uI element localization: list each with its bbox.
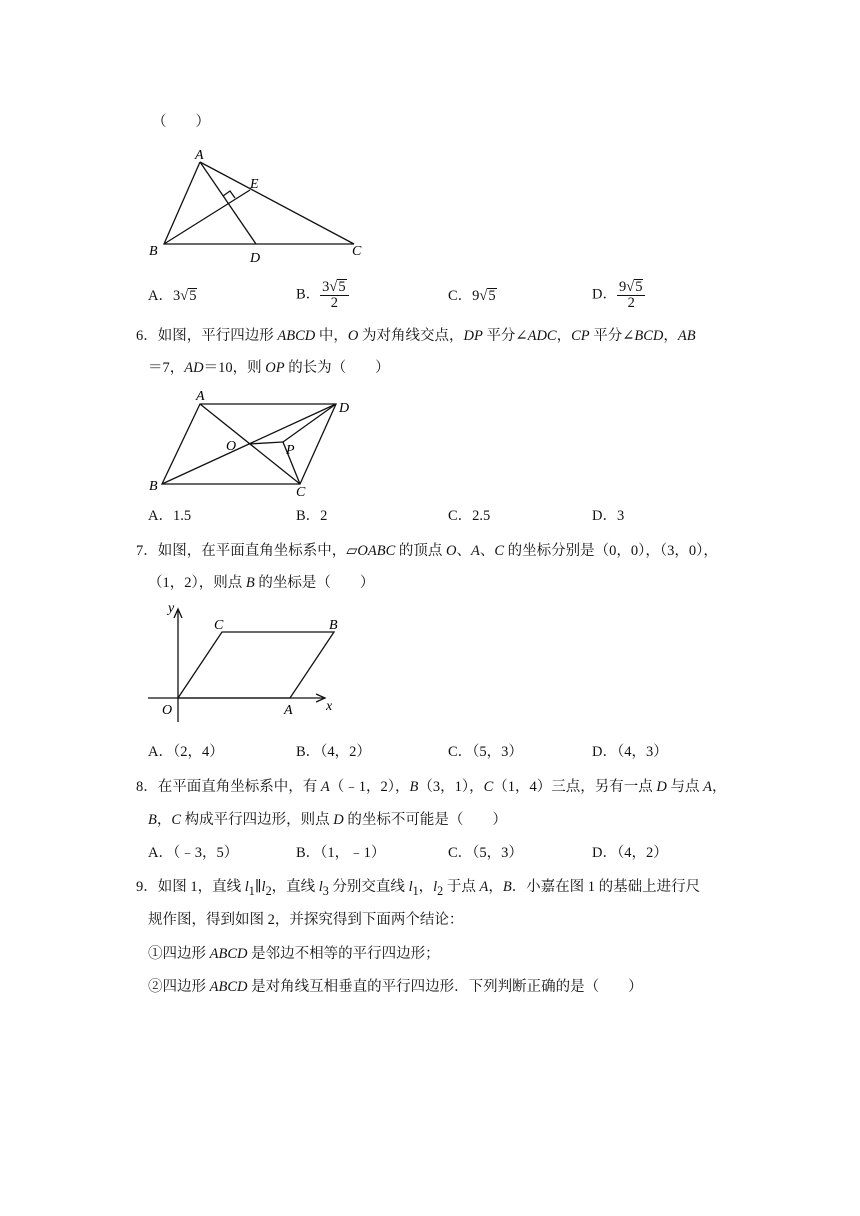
q8-option-c: C．（5，3） [448,845,523,861]
q7-stem-line2: （1，2），则点 B 的坐标是（ ） [148,575,375,591]
q7-label-a: A [284,703,293,718]
q6-label-a: A [196,389,205,404]
q8-option-b: B．（1，﹣1） [296,845,386,861]
q8-stem-line1: 8．在平面直角坐标系中，有 A（﹣1，2），B（3，1），C（1，4）三点，另有一点 D 与点 A， [136,779,727,795]
q7-label-y: y [168,601,175,616]
q6-option-c: C．2.5 [448,508,491,524]
q5-option-d: D． $\frac{9√5}{2}$ [592,279,645,311]
q5-label-d: D [250,251,261,266]
q7-option-b: B．（4，2） [296,744,371,760]
q7-label-b: B [329,618,338,633]
q9-conclusion-2: ②四边形 ABCD 是对角线互相垂直的平行四边形．下列判断正确的是（ ） [148,979,643,995]
q5-triangle-figure [140,140,380,270]
q5-option-b: B． $\frac{3√5}{2}$ [296,279,349,311]
q5-answer-paren: （ ） [152,114,210,130]
q7-option-a: A．（2，4） [148,744,224,760]
q6-parallelogram-figure [140,382,380,502]
q5-label-e: E [250,177,259,192]
q8-option-a: A．（﹣3，5） [148,845,239,861]
q9-stem-line2: 规作图，得到如图 2，并探究得到下面两个结论： [148,912,464,928]
q6-stem-line2: ＝7，AD＝10，则 OP 的长为（ ） [148,360,390,376]
q5-option-a: A．3√5 [148,288,197,304]
q7-stem-line1: 7．如图，在平面直角坐标系中，▱OABC 的顶点 O、A、C 的坐标分别是（0，0），（3，0）， [136,543,718,559]
q8-option-d: D．（4，2） [592,845,668,861]
q9-conclusion-1: ①四边形 ABCD 是邻边不相等的平行四边形； [148,946,440,962]
q5-label-c: C [352,244,362,259]
q6-label-c: C [296,485,306,500]
q6-stem-line1: 6．如图，平行四边形 ABCD 中，O 为对角线交点，DP 平分∠ADC，CP 平分∠BCD，AB [136,328,696,344]
q6-option-b: B．2 [296,508,328,524]
q9-stem-line1: 9．如图 1，直线 $l_1\parallel l_2$，直线 $l_3$ 分别交直线 $l_1$，$l_2$ 于点 A，B．小嘉在图 1 的基础上进行尺 [136,879,701,898]
q7-option-c: C．（5，3） [448,744,523,760]
q8-stem-line2: B，C 构成平行四边形，则点 D 的坐标不可能是（ ） [148,812,507,828]
q5-triangle-abc [164,162,354,244]
q7-label-c: C [214,618,224,633]
q7-coordinate-figure [140,598,340,728]
q5-label-b: B [149,244,158,259]
q5-segment-ad [200,162,256,244]
q7-parallelogram-oabc [178,632,334,698]
q6-label-o: O [226,439,237,454]
q7-label-x: x [326,699,333,714]
q6-label-p: P [286,443,295,458]
q6-option-d: D．3 [592,508,625,524]
q6-label-d: D [339,401,350,416]
q7-option-d: D．（4，3） [592,744,668,760]
q6-label-b: B [149,479,158,494]
q5-label-a: A [195,148,204,163]
q5-option-c: C．9√5 [448,288,496,304]
q7-label-o: O [162,703,173,718]
q5-right-angle-mark [223,191,235,198]
q6-option-a: A．1.5 [148,508,192,524]
